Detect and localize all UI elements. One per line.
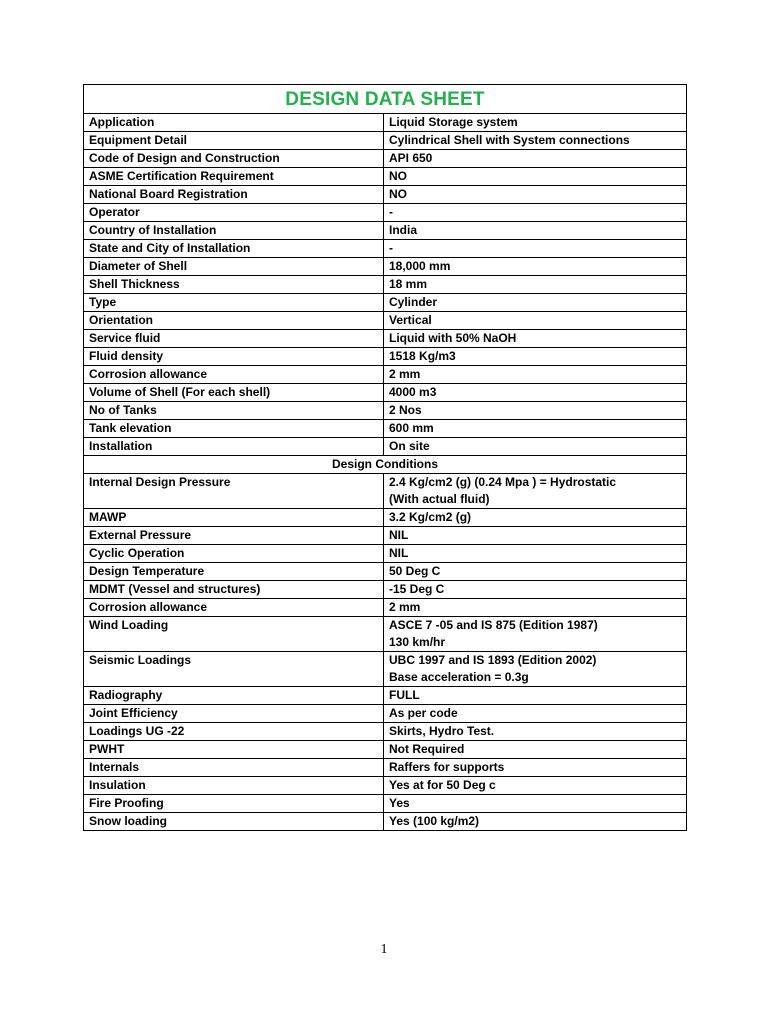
row-value-text: Yes (100 kg/m2) xyxy=(389,814,480,828)
table-row xyxy=(84,509,687,527)
row-value xyxy=(384,617,687,652)
table-row xyxy=(84,438,687,456)
row-value-text: NIL xyxy=(389,546,409,560)
row-value xyxy=(384,402,687,420)
row-label-text: MDMT (Vessel and structures) xyxy=(89,582,261,596)
row-value-text: Liquid Storage system xyxy=(389,115,518,129)
row-label-text: Tank elevation xyxy=(89,421,172,435)
table-row xyxy=(84,705,687,723)
row-label-text: Wind Loading xyxy=(89,618,169,632)
row-value xyxy=(384,186,687,204)
table-row xyxy=(84,330,687,348)
row-label xyxy=(84,759,384,777)
page-number: 1 xyxy=(380,942,388,957)
row-value xyxy=(384,723,687,741)
row-label-text: Code of Design and Construction xyxy=(89,151,280,165)
table-row xyxy=(84,687,687,705)
row-value-text: As per code xyxy=(389,706,458,720)
row-label xyxy=(84,294,384,312)
row-label xyxy=(84,741,384,759)
row-label xyxy=(84,150,384,168)
row-label xyxy=(84,652,384,687)
row-label-text: Insulation xyxy=(89,778,146,792)
table-row xyxy=(84,474,687,509)
row-label xyxy=(84,509,384,527)
row-label-text: Joint Efficiency xyxy=(89,706,178,720)
row-value xyxy=(384,813,687,831)
row-label-text: Volume of Shell (For each shell) xyxy=(89,385,271,399)
row-value xyxy=(384,438,687,456)
table-row xyxy=(84,204,687,222)
table-row xyxy=(84,222,687,240)
row-label xyxy=(84,777,384,795)
section-heading: Design Conditions xyxy=(84,456,687,474)
row-label-text: National Board Registration xyxy=(89,187,248,201)
design-data-table xyxy=(83,84,687,831)
row-value-text: 4000 m3 xyxy=(389,385,437,399)
row-label-text: External Pressure xyxy=(89,528,192,542)
row-label-text: MAWP xyxy=(89,510,127,524)
row-value xyxy=(384,795,687,813)
row-value-text: ASCE 7 -05 and IS 875 (Edition 1987) xyxy=(389,618,598,632)
row-label xyxy=(84,240,384,258)
row-label-text: Cyclic Operation xyxy=(89,546,185,560)
row-label-text: Internals xyxy=(89,760,140,774)
table-row xyxy=(84,563,687,581)
row-value xyxy=(384,222,687,240)
row-value xyxy=(384,687,687,705)
table-row xyxy=(84,617,687,652)
row-label xyxy=(84,617,384,652)
table-row xyxy=(84,599,687,617)
row-value xyxy=(384,294,687,312)
row-value-text: 2.4 Kg/cm2 (g) (0.24 Mpa ) = Hydrostatic xyxy=(389,475,617,489)
row-value-text: 3.2 Kg/cm2 (g) xyxy=(389,510,472,524)
table-row xyxy=(84,741,687,759)
row-label xyxy=(84,527,384,545)
row-label xyxy=(84,563,384,581)
row-value-text: India xyxy=(389,223,418,237)
row-label xyxy=(84,258,384,276)
row-label-text: Service fluid xyxy=(89,331,161,345)
title-row xyxy=(84,85,687,114)
row-value xyxy=(384,527,687,545)
row-label xyxy=(84,687,384,705)
row-label xyxy=(84,545,384,563)
table-row xyxy=(84,258,687,276)
row-label-text: State and City of Installation xyxy=(89,241,251,255)
row-label xyxy=(84,581,384,599)
row-label xyxy=(84,420,384,438)
row-value-text: 600 mm xyxy=(389,421,434,435)
table-row xyxy=(84,132,687,150)
row-label-text: Shell Thickness xyxy=(89,277,180,291)
table-row xyxy=(84,240,687,258)
row-label xyxy=(84,705,384,723)
row-value-text: 2 mm xyxy=(389,367,421,381)
row-label xyxy=(84,813,384,831)
row-label-text: Seismic Loadings xyxy=(89,653,192,667)
row-label xyxy=(84,474,384,509)
row-value-continued: 130 km/hr xyxy=(389,635,446,649)
row-value xyxy=(384,150,687,168)
row-value-text: - xyxy=(389,241,393,255)
row-value xyxy=(384,330,687,348)
row-label xyxy=(84,276,384,294)
row-value xyxy=(384,168,687,186)
row-label-text: Corrosion allowance xyxy=(89,367,208,381)
table-row xyxy=(84,150,687,168)
row-value-text: NO xyxy=(389,187,407,201)
row-label xyxy=(84,204,384,222)
row-value-text: - xyxy=(389,205,393,219)
row-label-text: Fire Proofing xyxy=(89,796,164,810)
row-label-text: Design Temperature xyxy=(89,564,205,578)
table-row xyxy=(84,348,687,366)
row-value-text: Raffers for supports xyxy=(389,760,505,774)
row-label xyxy=(84,366,384,384)
row-value xyxy=(384,581,687,599)
row-label xyxy=(84,330,384,348)
row-value-text: Liquid with 50% NaOH xyxy=(389,331,517,345)
table-row xyxy=(84,366,687,384)
row-label xyxy=(84,438,384,456)
table-row xyxy=(84,723,687,741)
row-label xyxy=(84,795,384,813)
row-label xyxy=(84,222,384,240)
table-row xyxy=(84,795,687,813)
row-value-text: 50 Deg C xyxy=(389,564,441,578)
row-value xyxy=(384,563,687,581)
row-value xyxy=(384,258,687,276)
table-row xyxy=(84,186,687,204)
table-row xyxy=(84,545,687,563)
row-label-text: Radiography xyxy=(89,688,163,702)
row-value-text: UBC 1997 and IS 1893 (Edition 2002) xyxy=(389,653,597,667)
row-value xyxy=(384,545,687,563)
row-label-text: ASME Certification Requirement xyxy=(89,169,274,183)
row-value-text: 2 mm xyxy=(389,600,421,614)
row-value-text: 2 Nos xyxy=(389,403,422,417)
row-value xyxy=(384,384,687,402)
row-value-text: Not Required xyxy=(389,742,465,756)
row-label-text: Diameter of Shell xyxy=(89,259,188,273)
row-label-text: Internal Design Pressure xyxy=(89,475,231,489)
row-value xyxy=(384,276,687,294)
table-row xyxy=(84,652,687,687)
row-label xyxy=(84,114,384,132)
row-label-text: Snow loading xyxy=(89,814,167,828)
table-row xyxy=(84,114,687,132)
row-label-text: Operator xyxy=(89,205,140,219)
table-row xyxy=(84,312,687,330)
row-value xyxy=(384,652,687,687)
row-value-text: Cylinder xyxy=(389,295,438,309)
row-value-text: Cylindrical Shell with System connections xyxy=(389,133,630,147)
row-value xyxy=(384,777,687,795)
row-value-text: API 650 xyxy=(389,151,433,165)
row-value xyxy=(384,599,687,617)
table-row xyxy=(84,420,687,438)
table-row xyxy=(84,777,687,795)
row-value-continued: (With actual fluid) xyxy=(389,492,490,506)
row-label xyxy=(84,723,384,741)
row-value xyxy=(384,312,687,330)
table-row xyxy=(84,527,687,545)
row-value xyxy=(384,705,687,723)
row-label xyxy=(84,132,384,150)
row-label-text: PWHT xyxy=(89,742,125,756)
table-row xyxy=(84,813,687,831)
row-value-text: 18 mm xyxy=(389,277,428,291)
table-row xyxy=(84,581,687,599)
row-label xyxy=(84,402,384,420)
row-value xyxy=(384,741,687,759)
row-label-text: Fluid density xyxy=(89,349,164,363)
row-label-text: Country of Installation xyxy=(89,223,217,237)
row-value xyxy=(384,366,687,384)
row-label xyxy=(84,168,384,186)
table-row xyxy=(84,402,687,420)
row-label-text: Corrosion allowance xyxy=(89,600,208,614)
row-label-text: No of Tanks xyxy=(89,403,157,417)
row-label xyxy=(84,186,384,204)
row-label-text: Orientation xyxy=(89,313,154,327)
row-value-text: FULL xyxy=(389,688,420,702)
row-label-text: Application xyxy=(89,115,155,129)
row-label xyxy=(84,599,384,617)
row-value xyxy=(384,509,687,527)
row-label-text: Loadings UG -22 xyxy=(89,724,185,738)
table-row xyxy=(84,384,687,402)
row-value-text: 1518 Kg/m3 xyxy=(389,349,456,363)
row-label-text: Installation xyxy=(89,439,153,453)
row-value xyxy=(384,132,687,150)
row-value-text: -15 Deg C xyxy=(389,582,445,596)
row-label-text: Equipment Detail xyxy=(89,133,188,147)
row-value xyxy=(384,420,687,438)
row-value-text: NO xyxy=(389,169,407,183)
row-value xyxy=(384,114,687,132)
row-value-text: Yes xyxy=(389,796,410,810)
row-value-text: Yes at for 50 Deg c xyxy=(389,778,496,792)
page-title: DESIGN DATA SHEET xyxy=(84,85,687,114)
table-row xyxy=(84,276,687,294)
row-value xyxy=(384,204,687,222)
row-label xyxy=(84,348,384,366)
row-value xyxy=(384,759,687,777)
table-row xyxy=(84,294,687,312)
row-value-text: 18,000 mm xyxy=(389,259,451,273)
row-value xyxy=(384,348,687,366)
table-row xyxy=(84,759,687,777)
row-value-text: Skirts, Hydro Test. xyxy=(389,724,495,738)
row-label xyxy=(84,384,384,402)
row-value xyxy=(384,240,687,258)
row-value-text: On site xyxy=(389,439,430,453)
row-value-continued: Base acceleration = 0.3g xyxy=(389,670,529,684)
row-label xyxy=(84,312,384,330)
row-value xyxy=(384,474,687,509)
row-value-text: Vertical xyxy=(389,313,432,327)
row-label-text: Type xyxy=(89,295,117,309)
section-heading-row xyxy=(84,456,687,474)
table-row xyxy=(84,168,687,186)
row-value-text: NIL xyxy=(389,528,409,542)
